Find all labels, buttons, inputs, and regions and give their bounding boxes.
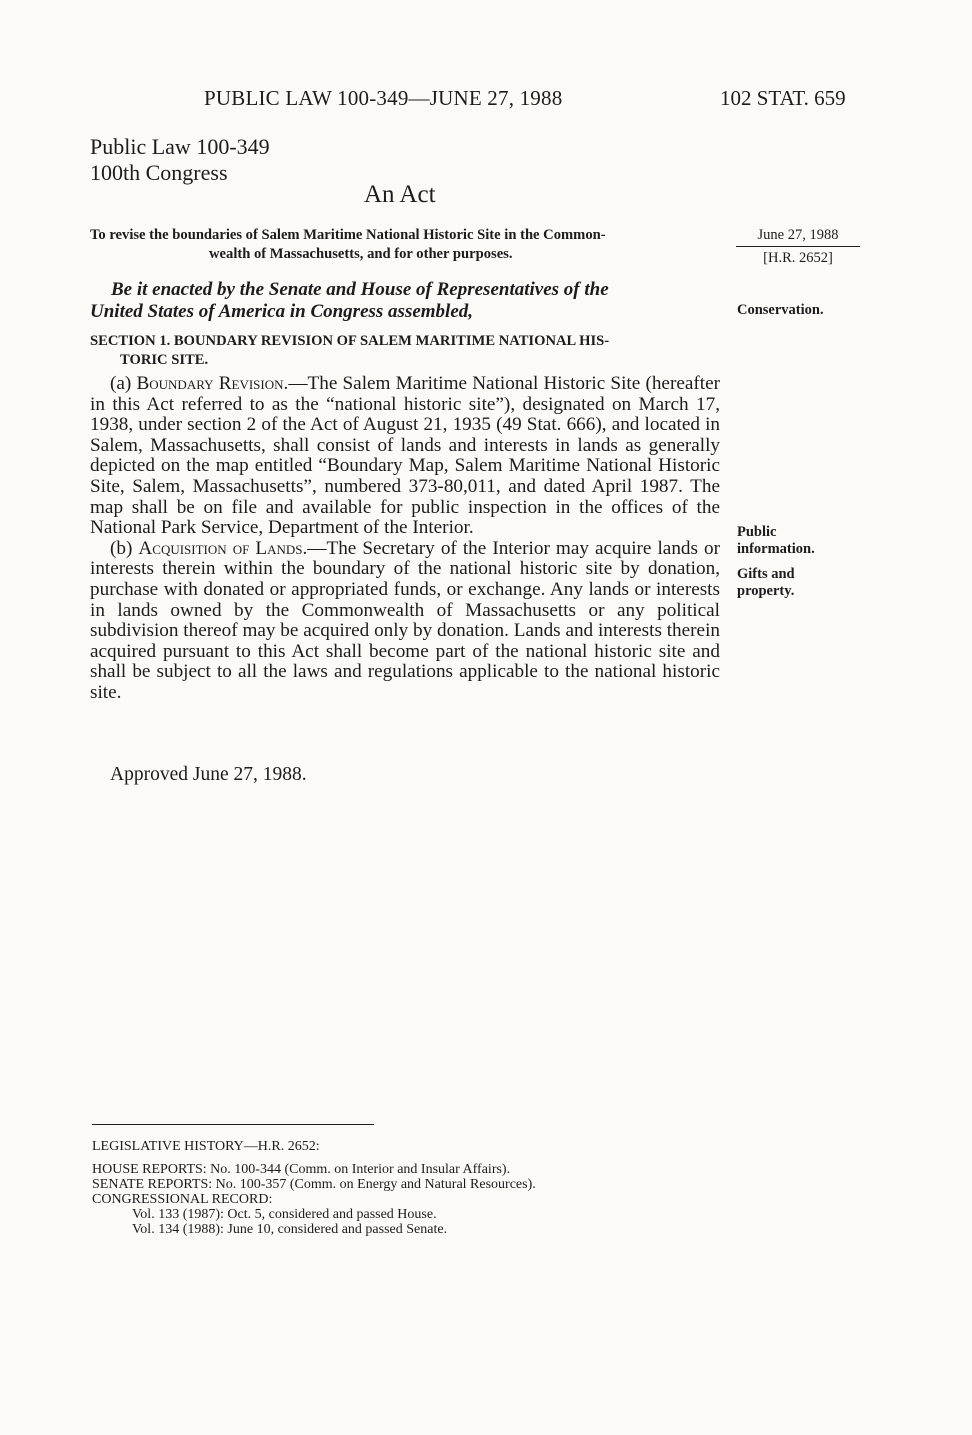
margin-note-public-line-2: information.	[737, 541, 815, 557]
subsection-b	[90, 539, 720, 704]
margin-note-public-line-1: Public	[737, 524, 777, 540]
section-body	[90, 374, 720, 704]
margin-note-gifts-line-2: property.	[737, 583, 795, 599]
subsection-a	[90, 374, 720, 539]
record-vol-133: Vol. 133 (1987): Oct. 5, considered and passed House.	[132, 1207, 437, 1222]
margin-bill-number: [H.R. 2652]	[763, 250, 833, 266]
margin-note-gifts-property	[737, 566, 795, 600]
margin-note-public-information	[737, 524, 815, 558]
public-law-number: Public Law 100-349	[90, 134, 270, 159]
senate-reports: SENATE REPORTS: No. 100-357 (Comm. on Energy and Natural Resources).	[92, 1177, 536, 1192]
running-head: PUBLIC LAW 100-349—JUNE 27, 1988	[204, 86, 563, 110]
margin-date-block	[736, 226, 860, 268]
enacting-line-2: United States of America in Congress assembled,	[90, 301, 474, 322]
subsection-b-text: —The Secretary of the Interior may acquire lands or interests therein within the boundary of the national historic site by donation, purchase with donated or appropriated funds, or exchange. Any lands or interests in lands owned by the Commonwealth of Massachusetts or any political subdivision thereof may be acquired only by donation. Lands and interests therein acquired pursuant to this Act shall become part of the national historic site and shall be subject to all the laws and regulations applicable to the national historic site.	[90, 537, 720, 703]
enacting-clause	[90, 279, 723, 323]
section-heading	[90, 332, 720, 370]
subsection-b-heading: Acquisition of Lands.	[138, 537, 308, 559]
footnote-rule	[92, 1124, 374, 1125]
legislative-history-heading: LEGISLATIVE HISTORY—H.R. 2652:	[92, 1139, 320, 1154]
congressional-record: CONGRESSIONAL RECORD:	[92, 1192, 273, 1207]
law-identifier	[90, 134, 270, 186]
subsection-a-label: (a)	[110, 373, 137, 394]
record-vol-134: Vol. 134 (1988): June 10, considered and passed Senate.	[132, 1222, 448, 1237]
approval-date: Approved June 27, 1988.	[110, 764, 307, 785]
section-heading-line-1: SECTION 1. BOUNDARY REVISION OF SALEM MARITIME NATIONAL HIS-	[90, 333, 610, 349]
purpose-clause	[90, 226, 720, 264]
act-title: An Act	[364, 181, 436, 208]
purpose-line-2: wealth of Massachusetts, and for other purposes.	[209, 246, 513, 262]
margin-note-gifts-line-1: Gifts and	[737, 566, 795, 582]
enacting-line-1: Be it enacted by the Senate and House of Representatives of the	[111, 279, 609, 300]
subsection-a-text: —The Salem Maritime National Historic Site (hereafter in this Act referred to as the “national historic site”), designated on March 17, 1938, under section 2 of the Act of August 21, 1935 (49 Stat. 666), and located in Salem, Massachusetts, shall consist of lands and interests in lands as generally depicted on the map entitled “Boundary Map, Salem Maritime National Historic Site, Salem, Massachusetts”, numbered 373-80,011, and dated April 1987. The map shall be on file and available for public inspection in the offices of the National Park Service, Department of the Interior.	[90, 373, 720, 539]
subsection-b-label: (b)	[110, 537, 139, 559]
statute-page-number: 102 STAT. 659	[720, 86, 846, 110]
purpose-line-1: To revise the boundaries of Salem Maritime National Historic Site in the Common-	[90, 227, 606, 243]
section-heading-line-2: TORIC SITE.	[120, 352, 209, 368]
margin-note-conservation: Conservation.	[737, 302, 824, 318]
house-reports: HOUSE REPORTS: No. 100-344 (Comm. on Interior and Insular Affairs).	[92, 1162, 511, 1177]
margin-date: June 27, 1988	[736, 226, 860, 247]
congress-number: 100th Congress	[90, 160, 228, 185]
legislative-history	[92, 1139, 732, 1237]
subsection-a-heading: Boundary Revision.	[136, 373, 289, 394]
